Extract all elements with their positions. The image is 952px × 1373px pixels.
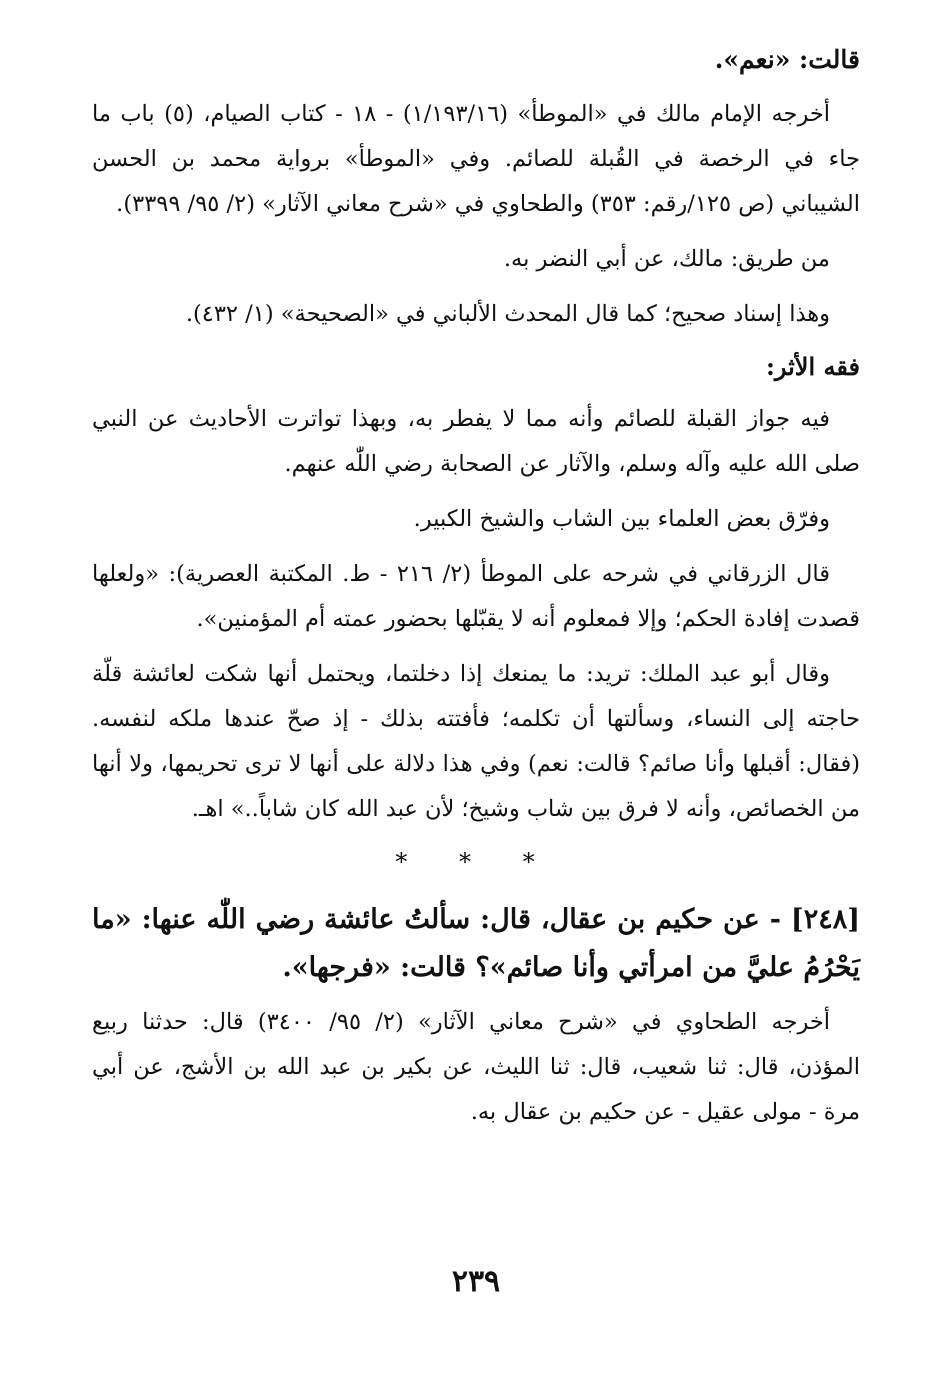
- fiqh-paragraph-2: وفرّق بعض العلماء بين الشاب والشيخ الكبير.: [413, 506, 830, 532]
- authentication-paragraph: وهذا إسناد صحيح؛ كما قال المحدث الألباني في «الصحيحة» (١/ ٤٣٢).: [185, 301, 830, 327]
- chain-paragraph: من طريق: مالك، عن أبي النضر به.: [503, 246, 830, 272]
- section-separator: * * *: [395, 848, 557, 876]
- fiqh-section-title: فقه الأثر:: [766, 352, 860, 381]
- page-number: ٢٣٩: [451, 1264, 501, 1299]
- fiqh-paragraph-1: فيه جواز القبلة للصائم وأنه مما لا يفطر به، وبهذا تواترت الأحاديث عن النبي صلى الله عليه وآله وسلم، والآثار عن الصحابة رضي اللّٰه عنهم.: [92, 406, 860, 477]
- takhrij-paragraph: أخرجه الإمام مالك في «الموطأ» (١/١٩٣/١٦) - ١٨ - كتاب الصيام، (٥) باب ما جاء في الرخصة في القُبلة للصائم. وفي «الموطأ» برواية محمد بن الحسن الشيباني (ص ١٢٥/رقم: ٣٥٣) والطحاوي في «شرح معاني الآثار» (٢/ ٩٥/ ٣٣٩٩).: [92, 101, 860, 217]
- hadith-248-takhrij: أخرجه الطحاوي في «شرح معاني الآثار» (٢/ ٩٥/ ٣٤٠٠) قال: حدثنا ربيع المؤذن، قال: ثنا شعيب، قال: ثنا الليث، عن بكير بن عبد الله بن الأشج، عن أبي مرة - مولى عقيل - عن حكيم بن عقال به.: [92, 1009, 860, 1125]
- hadith-248: [٢٤٨] - عن حكيم بن عقال، قال: سألتُ عائشة رضي اللّٰه عنها: «ما يَحْرُمُ عليَّ من امرأتي وأنا صائم»؟ قالت: «فرجها».: [92, 904, 860, 983]
- fiqh-paragraph-4: وقال أبو عبد الملك: تريد: ما يمنعك إذا دخلتما، ويحتمل أنها شكت لعائشة قلّة حاجته إلى النساء، وسألتها أن تكلمه؛ فأفتته بذلك - إذ صحّ عندها ملكه لنفسه. (فقال: أقبلها وأنا صائم؟ قالت: نعم) وفي هذا دلالة على أنها لا ترى تحريمها، ولا أنها من الخصائص، وأنه لا فرق بين شاب وشيخ؛ لأن عبد الله كان شاباً..» اهـ.: [92, 661, 860, 822]
- fiqh-paragraph-3: قال الزرقاني في شرحه على الموطأ (٢/ ٢١٦ - ط. المكتبة العصرية): «ولعلها قصدت إفادة الحكم؛ وإلا فمعلوم أنه لا يقبّلها بحضور عمته أم المؤمنين».: [92, 561, 860, 632]
- opening-line: قالت: «نعم».: [714, 45, 860, 74]
